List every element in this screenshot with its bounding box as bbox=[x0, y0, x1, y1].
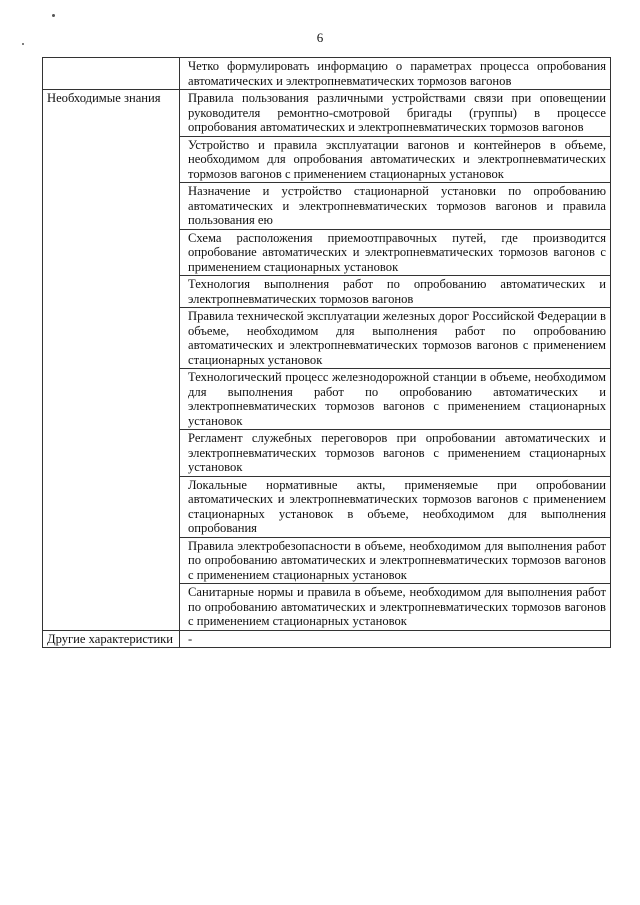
knowledge-item: Устройство и правила эксплуатации вагонов и контейнеров в объеме, необходимом для опробования автоматических и электропневматических тормозов вагонов с применением стационарных установок bbox=[180, 136, 611, 183]
knowledge-label: Необходимые знания bbox=[43, 90, 180, 631]
knowledge-item: Правила пользования различными устройствами связи при оповещении руководителя ремонтно-смотровой бригады (группы) в процессе опробования автоматических и электропневматических тормозов вагонов bbox=[180, 90, 611, 137]
page-number: 6 bbox=[316, 30, 324, 45]
knowledge-item: Схема расположения приемоотправочных путей, где производится опробование автоматических и электропневматических тормозов вагонов с применением стационарных установок bbox=[180, 229, 611, 276]
knowledge-item: Технология выполнения работ по опробованию автоматических и электропневматических тормозов вагонов bbox=[180, 276, 611, 308]
row-label bbox=[43, 58, 180, 90]
scan-speck bbox=[22, 43, 24, 45]
other-label: Другие характеристики bbox=[43, 630, 180, 648]
row-text: Четко формулировать информацию о параметрах процесса опробования автоматических и электропневматических тормозов вагонов bbox=[180, 58, 611, 90]
table-row bbox=[43, 58, 611, 90]
requirements-table bbox=[42, 57, 611, 648]
other-text: - bbox=[180, 630, 611, 648]
other-row bbox=[43, 630, 611, 648]
knowledge-item: Правила электробезопасности в объеме, необходимом для выполнения работ по опробованию автоматических и электропневматических тормозов вагонов с применением стационарных установок bbox=[180, 537, 611, 584]
knowledge-item: Технологический процесс железнодорожной станции в объеме, необходимом для выполнения работ по опробованию автоматических и электропневматических тормозов вагонов с применением стационарных установок bbox=[180, 369, 611, 430]
knowledge-item: Локальные нормативные акты, применяемые при опробовании автоматических и электропневматических тормозов вагонов с применением стационарных установок в объеме, необходимом для выполнения опробования bbox=[180, 476, 611, 537]
knowledge-item: Назначение и устройство стационарной установки по опробованию автоматических и электропневматических тормозов вагонов и правила пользования ею bbox=[180, 183, 611, 230]
knowledge-item: Правила технической эксплуатации железных дорог Российской Федерации в объеме, необходимом для выполнения работ по опробованию автоматических и электропневматических тормозов вагонов с применением стационарных установок bbox=[180, 308, 611, 369]
knowledge-item: Регламент служебных переговоров при опробовании автоматических и электропневматических тормозов вагонов с применением стационарных установок bbox=[180, 430, 611, 477]
knowledge-item: Санитарные нормы и правила в объеме, необходимом для выполнения работ по опробованию автоматических и электропневматических тормозов вагонов с применением стационарных установок bbox=[180, 584, 611, 631]
knowledge-row bbox=[43, 90, 611, 137]
scan-speck bbox=[52, 14, 55, 17]
